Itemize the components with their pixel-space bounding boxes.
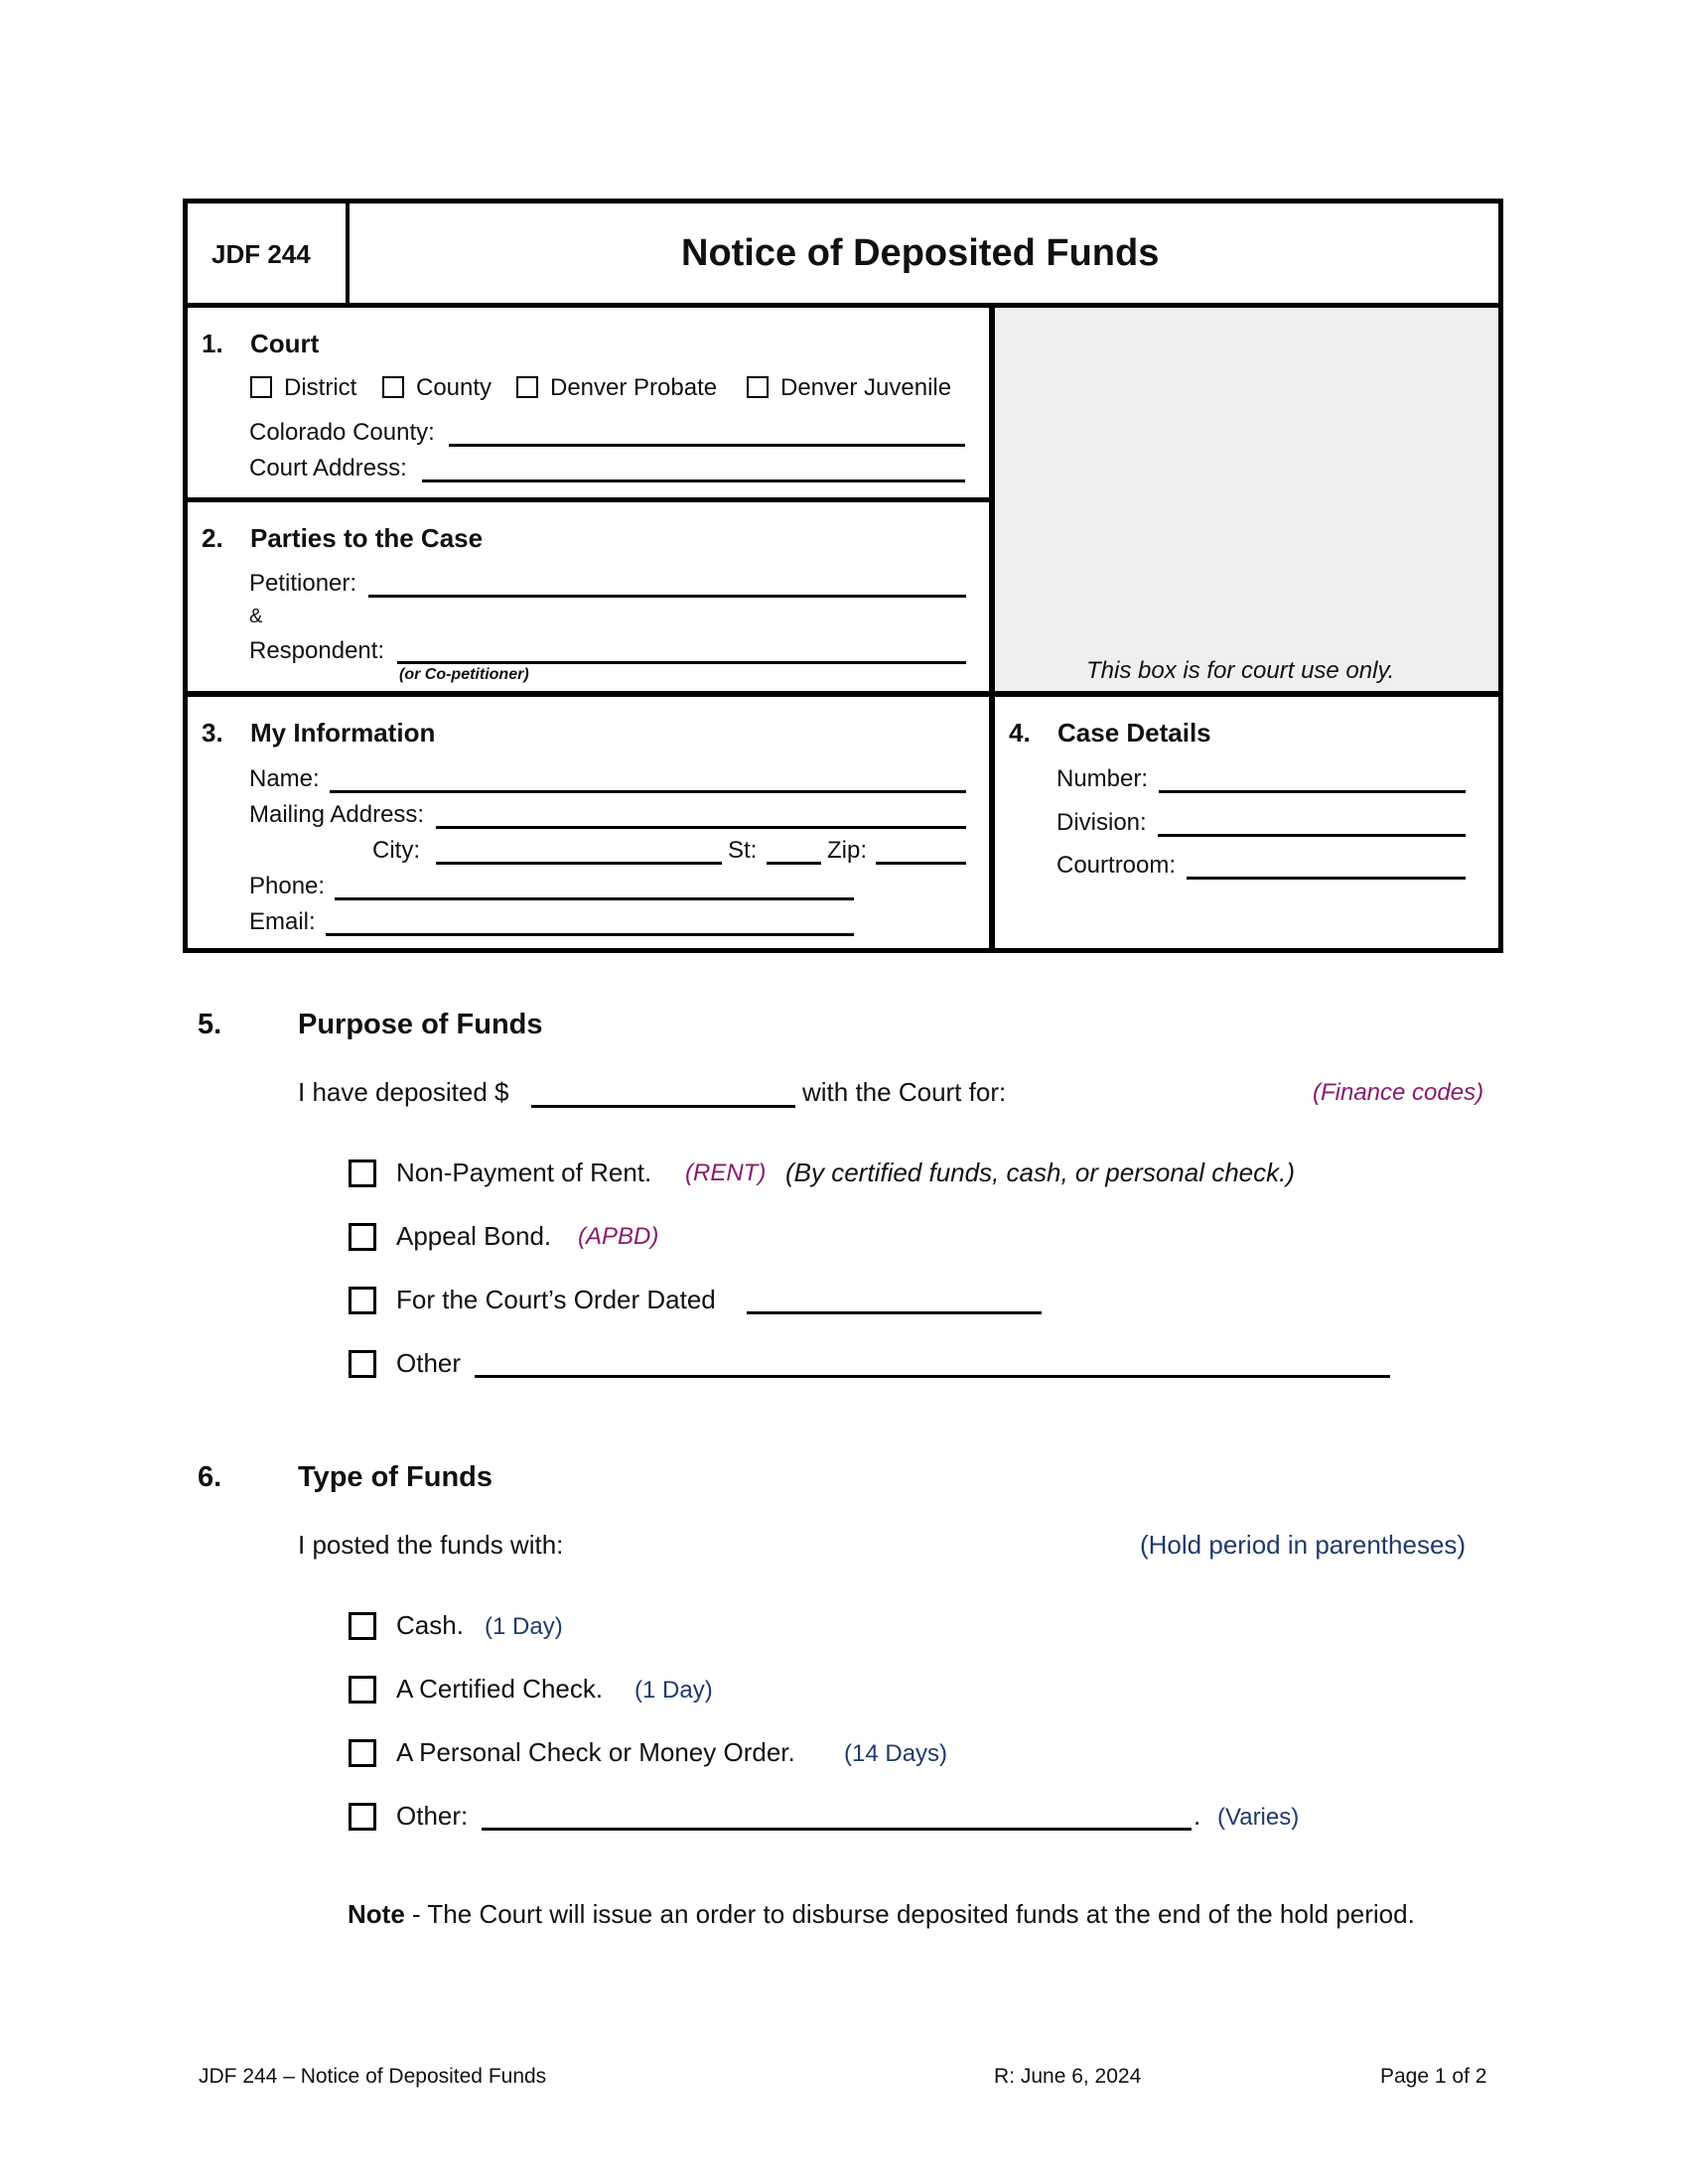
appeal-bond-checkbox[interactable]	[349, 1223, 376, 1251]
respondent-field[interactable]	[397, 661, 966, 664]
cash-hold: (1 Day)	[485, 1613, 563, 1640]
denver-juvenile-label: Denver Juvenile	[780, 374, 952, 401]
mailing-address-field[interactable]	[436, 826, 966, 829]
footer-left: JDF 244 – Notice of Deposited Funds	[199, 2065, 547, 2088]
personal-check-hold: (14 Days)	[844, 1740, 948, 1767]
division-label: Division:	[1056, 809, 1147, 836]
purpose-other-label: Other	[396, 1348, 462, 1378]
court-order-label: For the Court’s Order Dated	[396, 1285, 716, 1314]
court-order-checkbox[interactable]	[349, 1287, 376, 1314]
denver-probate-checkbox[interactable]	[516, 376, 538, 398]
purpose-number: 5.	[198, 1009, 222, 1040]
form-id: JDF 244	[211, 239, 311, 269]
case-number-field[interactable]	[1159, 790, 1466, 793]
state-label: St:	[728, 837, 758, 864]
colorado-county-field[interactable]	[449, 444, 965, 447]
note-text: - The Court will issue an order to disburse deposited funds at the end of the hold period.	[404, 1899, 1415, 1929]
certified-check-hold: (1 Day)	[634, 1677, 713, 1704]
court-address-label: Court Address:	[249, 455, 407, 481]
purpose-heading: Purpose of Funds	[298, 1009, 543, 1040]
mailing-address-label: Mailing Address:	[249, 801, 425, 828]
zip-label: Zip:	[827, 837, 868, 864]
petitioner-label: Petitioner:	[249, 570, 357, 597]
court-use-note: This box is for court use only.	[1086, 657, 1395, 684]
petitioner-field[interactable]	[368, 595, 966, 598]
denver-juvenile-checkbox[interactable]	[747, 376, 769, 398]
parties-number: 2.	[202, 523, 223, 553]
personal-check-checkbox[interactable]	[349, 1739, 376, 1767]
court-number: 1.	[202, 329, 223, 358]
personal-check-label: A Personal Check or Money Order.	[396, 1737, 795, 1767]
court-order-date-field[interactable]	[747, 1311, 1042, 1314]
name-field[interactable]	[330, 790, 966, 793]
district-label: District	[284, 374, 357, 401]
form-title: Notice of Deposited Funds	[681, 232, 1160, 274]
purpose-other-field[interactable]	[475, 1375, 1390, 1378]
posted-intro: I posted the funds with:	[298, 1530, 564, 1560]
respondent-sublabel: (or Co-petitioner)	[399, 666, 529, 683]
purpose-other-checkbox[interactable]	[349, 1350, 376, 1378]
funds-other-checkbox[interactable]	[349, 1803, 376, 1831]
note-bold-label: Note	[348, 1899, 405, 1929]
email-label: Email:	[249, 908, 316, 935]
court-heading: Court	[250, 329, 320, 358]
funds-other-hold: (Varies)	[1217, 1804, 1300, 1831]
finance-codes-note: (Finance codes)	[1313, 1079, 1484, 1106]
my-info-heading: My Information	[250, 718, 436, 748]
footer-center: R: June 6, 2024	[994, 2065, 1142, 2088]
case-details-number: 4.	[1009, 718, 1031, 748]
courtroom-label: Courtroom:	[1056, 852, 1177, 879]
city-label: City:	[372, 837, 420, 864]
colorado-county-label: Colorado County:	[249, 419, 435, 446]
name-label: Name:	[249, 765, 320, 792]
footer-right: Page 1 of 2	[1380, 2065, 1487, 2088]
state-field[interactable]	[767, 862, 821, 865]
certified-check-checkbox[interactable]	[349, 1676, 376, 1704]
phone-label: Phone:	[249, 873, 326, 899]
type-number: 6.	[198, 1461, 222, 1493]
zip-field[interactable]	[876, 862, 966, 865]
court-address-field[interactable]	[422, 479, 965, 482]
district-checkbox[interactable]	[250, 376, 272, 398]
ampersand: &	[249, 606, 263, 627]
parties-heading: Parties to the Case	[250, 523, 484, 553]
case-details-heading: Case Details	[1057, 718, 1211, 748]
phone-field[interactable]	[335, 897, 854, 900]
funds-other-label: Other:	[396, 1801, 469, 1831]
deposit-amount-field[interactable]	[531, 1105, 795, 1108]
respondent-label: Respondent:	[249, 637, 385, 664]
rent-note: (By certified funds, cash, or personal check.)	[785, 1158, 1296, 1187]
court-use-area	[996, 308, 1498, 694]
funds-other-field[interactable]	[482, 1828, 1192, 1831]
funds-other-period: .	[1194, 1801, 1201, 1831]
type-heading: Type of Funds	[298, 1461, 493, 1493]
deposit-intro-before: I have deposited $	[298, 1077, 509, 1107]
my-info-number: 3.	[202, 718, 223, 748]
email-field[interactable]	[326, 933, 854, 936]
courtroom-field[interactable]	[1187, 877, 1466, 880]
cash-label: Cash.	[396, 1610, 464, 1640]
deposit-intro-after: with the Court for:	[802, 1077, 1007, 1107]
case-number-label: Number:	[1056, 765, 1149, 792]
rent-code: (RENT)	[685, 1160, 767, 1186]
cash-checkbox[interactable]	[349, 1612, 376, 1640]
denver-probate-label: Denver Probate	[550, 374, 718, 401]
hold-period-note: (Hold period in parentheses)	[1140, 1530, 1467, 1560]
city-field[interactable]	[436, 862, 722, 865]
county-checkbox[interactable]	[382, 376, 404, 398]
certified-check-label: A Certified Check.	[396, 1674, 604, 1704]
division-field[interactable]	[1158, 834, 1466, 837]
rent-label: Non-Payment of Rent.	[396, 1158, 652, 1187]
disbursement-note	[348, 1899, 1415, 1930]
appeal-bond-label: Appeal Bond.	[396, 1221, 552, 1251]
rent-checkbox[interactable]	[349, 1160, 376, 1187]
county-label: County	[416, 374, 492, 401]
appeal-bond-code: (APBD)	[578, 1223, 659, 1250]
